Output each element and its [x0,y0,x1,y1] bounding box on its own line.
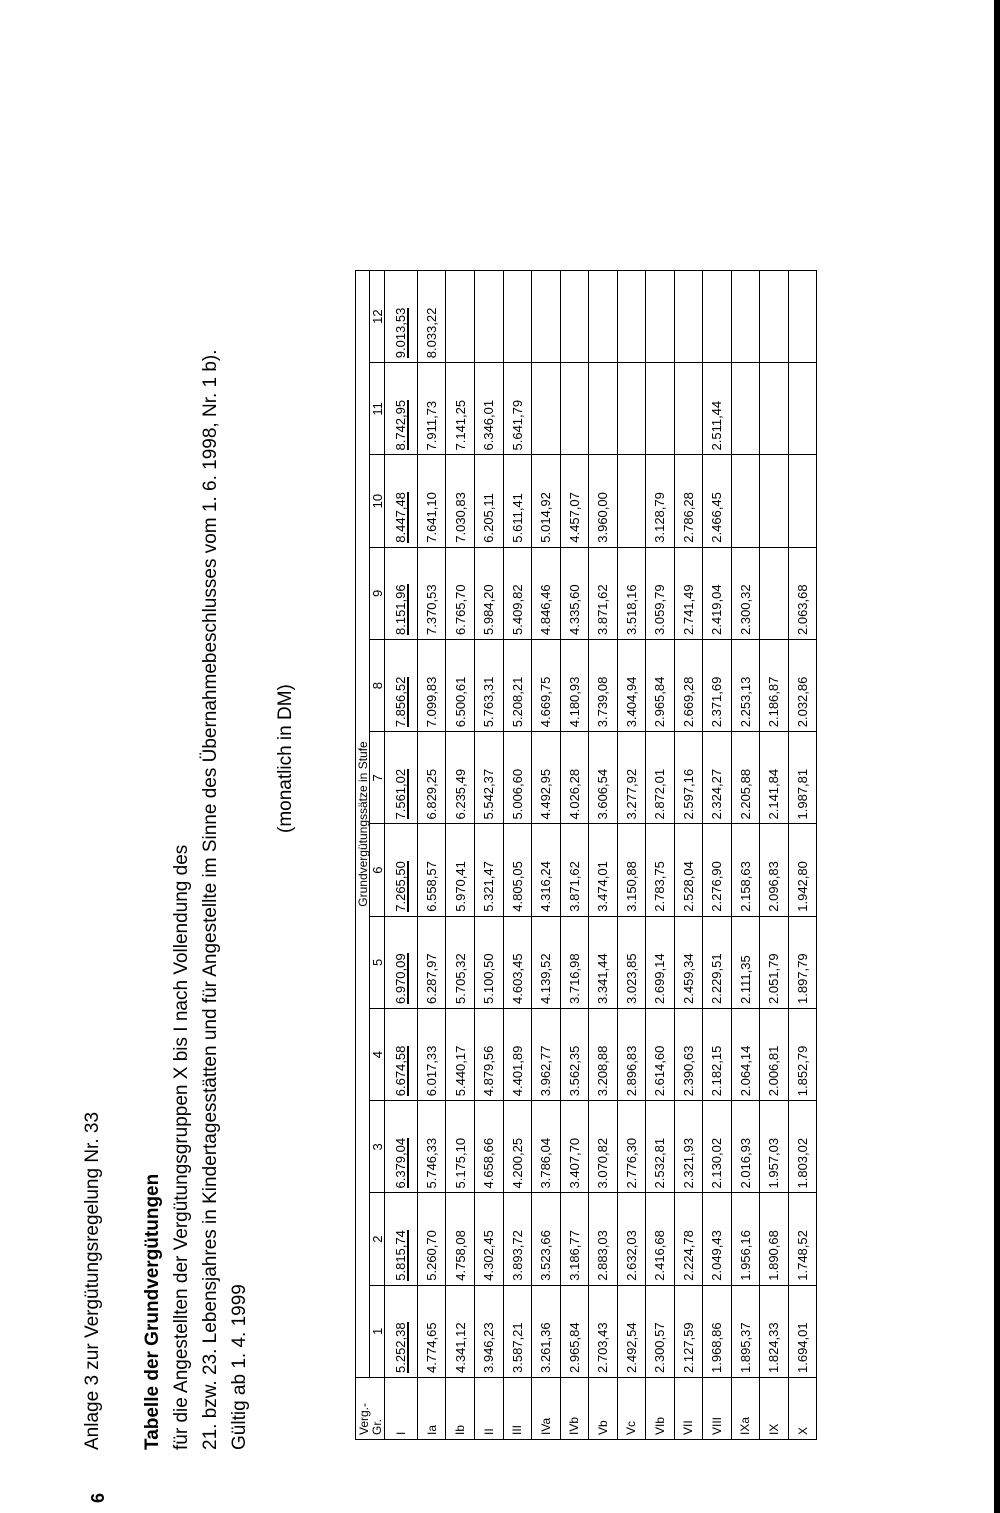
group-cell: IVb [560,1378,589,1440]
value-cell: 2.205,88 [731,732,760,824]
value-text: 7.265,50 [392,861,408,912]
value-cell: 1.890,68 [760,1193,789,1285]
unit-note: (monatlich in DM) [275,684,296,833]
value-cell: 7.641,10 [417,455,446,547]
value-cell: 3.960,00 [589,455,618,547]
value-cell: 2.300,32 [731,547,760,639]
value-cell: 3.128,79 [646,455,675,547]
group-column-header [356,1378,385,1440]
value-cell: 1.956,16 [731,1193,760,1285]
value-cell [760,455,789,547]
value-cell: 2.032,86 [788,640,817,732]
group-cell: Ib [446,1378,475,1440]
value-cell: 2.741,49 [674,547,703,639]
value-cell: 1.852,79 [788,1009,817,1101]
value-text: 8.742,95 [392,399,408,451]
value-cell: 6.500,61 [446,640,475,732]
group-cell: VII [674,1378,703,1440]
value-cell: 2.016,93 [731,1101,760,1193]
value-cell: 7.370,53 [417,547,446,639]
value-cell: 5.175,10 [446,1101,475,1193]
value-cell: 2.182,15 [703,1009,732,1101]
table-body [385,271,817,1440]
scan-edge-bar [994,0,1000,1513]
value-cell: 5.763,31 [475,640,504,732]
value-cell: 2.300,57 [646,1285,675,1377]
step-header-7: 7 [370,732,385,824]
value-cell: 5.260,70 [417,1193,446,1285]
value-cell: 6.558,57 [417,824,446,916]
value-cell: 3.716,98 [560,916,589,1008]
step-header-9: 9 [370,547,385,639]
value-cell: 4.774,65 [417,1285,446,1377]
value-cell: 2.141,84 [760,732,789,824]
value-cell: 2.130,02 [703,1101,732,1193]
value-cell: 4.341,12 [446,1285,475,1377]
value-cell [617,455,646,547]
value-cell [385,363,418,455]
step-header-1: 1 [370,1285,385,1377]
value-cell [385,1009,418,1101]
value-cell: 2.158,63 [731,824,760,916]
value-text: 7.561,02 [392,768,408,820]
value-cell [532,363,561,455]
value-cell: 3.070,82 [589,1101,618,1193]
value-cell: 7.099,83 [417,640,446,732]
value-cell: 5.321,47 [475,824,504,916]
value-cell: 1.748,52 [788,1193,817,1285]
value-text: 7.856,52 [392,676,408,728]
group-cell: II [475,1378,504,1440]
table-row [646,271,675,1440]
table-header-row-1 [356,271,370,1440]
value-cell: 2.872,01 [646,732,675,824]
value-cell [385,455,418,547]
value-cell [731,455,760,547]
value-cell [503,271,532,363]
value-cell: 3.059,79 [646,547,675,639]
value-cell: 4.758,08 [446,1193,475,1285]
value-cell: 1.957,03 [760,1101,789,1193]
value-cell: 2.186,87 [760,640,789,732]
value-cell: 3.518,16 [617,547,646,639]
group-cell: IVa [532,1378,561,1440]
value-text: 6.379,04 [392,1137,408,1189]
steps-super-header: Grundvergütungssätze in Stufe [356,271,370,1378]
step-header-10: 10 [370,455,385,547]
value-cell: 2.786,28 [674,455,703,547]
table-row [475,271,504,1440]
value-cell: 6.205,11 [475,455,504,547]
value-text: 6.970,09 [392,953,408,1004]
value-cell: 2.703,43 [589,1285,618,1377]
group-cell: VIII [703,1378,732,1440]
value-cell [385,547,418,639]
value-cell: 2.064,14 [731,1009,760,1101]
value-cell [646,271,675,363]
table-row [503,271,532,1440]
value-cell [385,271,418,363]
value-cell: 3.871,62 [589,547,618,639]
value-cell: 3.407,70 [560,1101,589,1193]
group-header-text: Gr. [370,1418,385,1435]
group-cell: Ia [417,1378,446,1440]
value-cell: 4.180,93 [560,640,589,732]
step-header-5: 5 [370,916,385,1008]
table-row [731,271,760,1440]
value-cell: 3.023,85 [617,916,646,1008]
value-cell: 5.542,37 [475,732,504,824]
value-cell: 5.970,41 [446,824,475,916]
value-cell: 2.511,44 [703,363,732,455]
value-text: 9.013,53 [392,307,408,359]
value-cell: 3.277,92 [617,732,646,824]
value-cell: 7.911,73 [417,363,446,455]
value-cell: 3.341,44 [589,916,618,1008]
table-row [532,271,561,1440]
value-cell: 2.783,75 [646,824,675,916]
value-cell: 1.968,86 [703,1285,732,1377]
value-cell [617,363,646,455]
value-cell: 3.474,01 [589,824,618,916]
value-cell: 1.803,02 [788,1101,817,1193]
group-cell: VIb [646,1378,675,1440]
value-cell: 1.895,37 [731,1285,760,1377]
value-cell: 2.669,28 [674,640,703,732]
value-cell: 5.611,41 [503,455,532,547]
value-cell: 5.984,20 [475,547,504,639]
value-cell: 2.597,16 [674,732,703,824]
value-cell: 2.127,59 [674,1285,703,1377]
value-cell: 2.371,69 [703,640,732,732]
value-cell [788,363,817,455]
title-line-1: für die Angestellten der Vergütungsgruppen X bis I nach Vollendung des [171,844,192,1450]
value-cell: 4.669,75 [532,640,561,732]
value-cell: 2.321,93 [674,1101,703,1193]
value-cell: 2.224,78 [674,1193,703,1285]
value-cell: 2.390,63 [674,1009,703,1101]
value-cell: 1.942,80 [788,824,817,916]
value-cell: 2.049,43 [703,1193,732,1285]
value-cell: 3.150,88 [617,824,646,916]
table-row [788,271,817,1440]
value-cell: 1.694,01 [788,1285,817,1377]
value-cell: 3.523,66 [532,1193,561,1285]
value-cell: 5.705,32 [446,916,475,1008]
value-cell: 2.096,83 [760,824,789,916]
value-cell [446,271,475,363]
step-header-8: 8 [370,640,385,732]
value-cell: 5.100,50 [475,916,504,1008]
group-cell: IX [760,1378,789,1440]
value-cell: 5.746,33 [417,1101,446,1193]
value-cell: 5.440,17 [446,1009,475,1101]
value-cell: 2.466,45 [703,455,732,547]
value-cell: 4.026,28 [560,732,589,824]
value-text: 6.674,58 [392,1045,408,1097]
value-cell: 4.658,66 [475,1101,504,1193]
value-cell: 2.229,51 [703,916,732,1008]
value-cell: 7.030,83 [446,455,475,547]
value-cell: 2.063,68 [788,547,817,639]
step-header-2: 2 [370,1193,385,1285]
value-cell: 2.883,03 [589,1193,618,1285]
salary-table [355,270,817,1440]
value-cell: 3.946,23 [475,1285,504,1377]
table-row [385,271,418,1440]
value-cell [560,363,589,455]
table-title: Tabelle der Grundvergütungen [142,1173,163,1450]
value-cell: 2.459,34 [674,916,703,1008]
step-header-3: 3 [370,1101,385,1193]
value-cell: 3.962,77 [532,1009,561,1101]
value-cell: 3.739,08 [589,640,618,732]
group-cell: III [503,1378,532,1440]
value-cell: 2.111,35 [731,916,760,1008]
step-header-11: 11 [370,363,385,455]
value-cell: 5.014,92 [532,455,561,547]
value-cell [674,363,703,455]
value-text: 5.252,38 [392,1322,408,1373]
value-cell: 6.235,49 [446,732,475,824]
value-cell: 3.786,04 [532,1101,561,1193]
value-cell: 2.253,13 [731,640,760,732]
value-cell: 5.208,21 [503,640,532,732]
value-cell: 4.401,89 [503,1009,532,1101]
value-cell: 1.897,79 [788,916,817,1008]
value-cell: 2.699,14 [646,916,675,1008]
annex-heading: Anlage 3 zur Vergütungsregelung Nr. 33 [82,1111,103,1450]
value-cell: 2.776,30 [617,1101,646,1193]
value-cell: 3.404,94 [617,640,646,732]
value-cell [560,271,589,363]
group-cell: Vb [589,1378,618,1440]
value-cell [589,271,618,363]
value-cell: 2.532,81 [646,1101,675,1193]
value-cell [788,455,817,547]
value-cell: 7.141,25 [446,363,475,455]
value-cell: 3.261,36 [532,1285,561,1377]
value-text: 8.447,48 [392,492,408,543]
table-row [760,271,789,1440]
value-cell: 6.017,33 [417,1009,446,1101]
value-cell [760,271,789,363]
value-cell: 4.200,25 [503,1101,532,1193]
value-cell [788,271,817,363]
table-row [417,271,446,1440]
value-cell: 5.409,82 [503,547,532,639]
value-cell: 4.139,52 [532,916,561,1008]
value-cell [532,271,561,363]
value-cell [385,640,418,732]
value-cell: 2.419,04 [703,547,732,639]
value-cell [385,824,418,916]
value-cell: 2.492,54 [617,1285,646,1377]
validity-line: Gültig ab 1. 4. 1999 [229,1284,250,1450]
group-cell: I [385,1378,418,1440]
value-cell [731,363,760,455]
value-cell: 4.492,95 [532,732,561,824]
value-cell: 4.316,24 [532,824,561,916]
title-block [138,349,254,1450]
value-cell [760,363,789,455]
group-cell: IXa [731,1378,760,1440]
step-header-12: 12 [370,271,385,363]
group-cell: Vc [617,1378,646,1440]
value-cell [385,1101,418,1193]
value-cell: 3.606,54 [589,732,618,824]
value-cell: 2.276,90 [703,824,732,916]
value-cell [760,547,789,639]
table-row [589,271,618,1440]
value-cell [703,271,732,363]
value-text: 5.815,74 [392,1230,408,1281]
value-cell: 5.641,79 [503,363,532,455]
value-cell: 3.893,72 [503,1193,532,1285]
group-header-text: Verg.- [357,1402,371,1435]
value-cell: 2.632,03 [617,1193,646,1285]
value-cell: 4.335,60 [560,547,589,639]
value-cell: 5.006,60 [503,732,532,824]
value-cell: 3.587,21 [503,1285,532,1377]
value-cell [589,363,618,455]
table-row [703,271,732,1440]
table-row [674,271,703,1440]
page-number: 6 [88,1492,108,1503]
value-cell [617,271,646,363]
value-cell: 2.896,83 [617,1009,646,1101]
value-cell: 2.006,81 [760,1009,789,1101]
value-cell: 8.033,22 [417,271,446,363]
value-cell: 3.562,35 [560,1009,589,1101]
value-cell: 4.846,46 [532,547,561,639]
value-cell: 6.287,97 [417,916,446,1008]
value-cell [385,916,418,1008]
step-header-6: 6 [370,824,385,916]
value-cell: 2.051,79 [760,916,789,1008]
value-cell: 3.208,88 [589,1009,618,1101]
value-cell: 2.614,60 [646,1009,675,1101]
value-cell: 2.965,84 [560,1285,589,1377]
value-cell: 1.987,81 [788,732,817,824]
title-line-2: 21. bzw. 23. Lebensjahres in Kindertagesstätten und für Angestellte im Sinne des Übernahmebeschlusses vom 1. 6. 1998, Nr. 1 b). [200,349,221,1450]
value-cell: 3.871,62 [560,824,589,916]
value-cell: 4.457,07 [560,455,589,547]
table-header-row-2 [370,271,385,1440]
value-cell [385,1285,418,1377]
value-cell [731,271,760,363]
value-cell: 2.965,84 [646,640,675,732]
table-row [446,271,475,1440]
step-header-4: 4 [370,1009,385,1101]
value-cell [674,271,703,363]
value-cell: 4.805,05 [503,824,532,916]
value-cell: 2.528,04 [674,824,703,916]
value-cell: 2.324,27 [703,732,732,824]
value-cell: 4.603,45 [503,916,532,1008]
value-cell: 6.765,70 [446,547,475,639]
value-cell [646,363,675,455]
value-cell: 4.302,45 [475,1193,504,1285]
value-cell: 4.879,56 [475,1009,504,1101]
value-text: 8.151,96 [392,584,408,635]
value-cell: 3.186,77 [560,1193,589,1285]
value-cell [385,1193,418,1285]
table-row [617,271,646,1440]
value-cell: 6.346,01 [475,363,504,455]
table-row [560,271,589,1440]
value-cell: 1.824,33 [760,1285,789,1377]
value-cell [385,732,418,824]
value-cell: 2.416,68 [646,1193,675,1285]
value-cell [475,271,504,363]
value-cell: 6.829,25 [417,732,446,824]
group-cell: X [788,1378,817,1440]
